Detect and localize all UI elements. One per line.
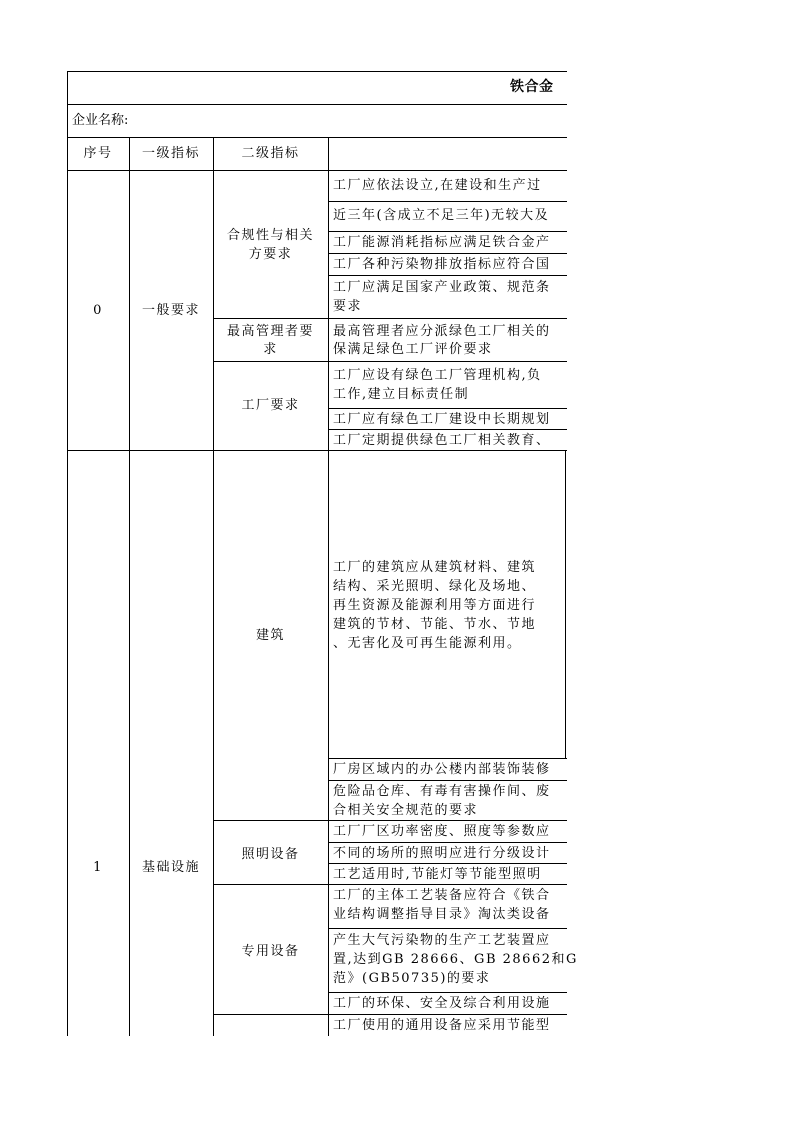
requirement-text: 、无害化及可再生能源利用。 bbox=[333, 636, 522, 651]
requirement-text: 近三年(含成立不足三年)无较大及 bbox=[333, 208, 550, 223]
requirement-text: 合相关安全规范的要求 bbox=[333, 803, 479, 818]
item-divider bbox=[328, 201, 567, 202]
requirement-text: 置,达到GB 28666、GB 28662和G bbox=[333, 952, 578, 967]
item-divider bbox=[328, 408, 567, 409]
group-divider bbox=[213, 820, 567, 821]
row-divider bbox=[67, 170, 567, 171]
table-border bbox=[67, 71, 68, 1036]
column-divider bbox=[129, 137, 130, 1036]
requirement-text: 危险品仓库、有毒有害操作间、废 bbox=[333, 784, 551, 799]
item-divider bbox=[328, 842, 567, 843]
requirement-text: 建筑的节材、节能、节水、节地 bbox=[333, 617, 537, 632]
requirement-text: 不同的场所的照明应进行分级设计 bbox=[333, 846, 551, 861]
row-divider bbox=[67, 137, 567, 138]
requirement-text: 工作,建立目标责任制 bbox=[333, 387, 470, 402]
requirement-text: 保满足绿色工厂评价要求 bbox=[333, 342, 493, 357]
item-divider bbox=[328, 928, 567, 929]
requirement-text: 工厂使用的通用设备应采用节能型 bbox=[333, 1018, 551, 1033]
column-divider bbox=[328, 137, 329, 1036]
section-no: 0 bbox=[93, 303, 103, 318]
section-level1: 基础设施 bbox=[141, 860, 200, 875]
requirement-text: 结构、采光照明、绿化及场地、 bbox=[333, 579, 537, 594]
section-no: 1 bbox=[93, 860, 103, 875]
page-title: 铁合金 bbox=[510, 79, 554, 95]
item-divider bbox=[328, 992, 567, 993]
requirement-text: 工厂应满足国家产业政策、规范条 bbox=[333, 280, 551, 295]
item-divider bbox=[328, 863, 567, 864]
requirement-text: 工厂应依法设立,在建设和生产过 bbox=[333, 178, 542, 193]
level2-label: 工厂要求 bbox=[241, 398, 300, 413]
requirement-text: 工厂应有绿色工厂建设中长期规划 bbox=[333, 412, 551, 427]
requirement-text: 工厂定期提供绿色工厂相关教育、 bbox=[333, 433, 551, 448]
requirement-text: 工厂应设有绿色工厂管理机构,负 bbox=[333, 368, 542, 383]
requirement-text: 范》(GB50735)的要求 bbox=[333, 971, 491, 986]
table-border bbox=[67, 71, 567, 72]
requirement-text: 产生大气污染物的生产工艺装置应 bbox=[333, 933, 551, 948]
group-divider bbox=[213, 884, 567, 885]
requirement-text: 工厂能源消耗指标应满足铁合金产 bbox=[333, 235, 551, 250]
requirement-text: 工厂各种污染物排放指标应符合国 bbox=[333, 257, 551, 272]
column-divider bbox=[213, 137, 214, 1036]
company-name-label: 企业名称: bbox=[72, 113, 129, 128]
group-divider bbox=[213, 318, 567, 319]
header-level1: 一级指标 bbox=[141, 146, 200, 161]
requirement-text: 工艺适用时,节能灯等节能型照明 bbox=[333, 867, 542, 882]
header-level2: 二级指标 bbox=[241, 146, 300, 161]
level2-label: 专用设备 bbox=[241, 944, 300, 959]
requirement-text: 业结构调整指导目录》淘汰类设备 bbox=[333, 907, 551, 922]
row-divider bbox=[67, 104, 567, 105]
level2-label: 照明设备 bbox=[241, 847, 300, 862]
item-divider bbox=[328, 758, 567, 759]
requirement-text: 工厂的环保、安全及综合利用设施 bbox=[333, 996, 551, 1011]
level2-label: 合规性与相关 bbox=[226, 228, 314, 243]
column-divider bbox=[565, 450, 566, 758]
level2-label: 方要求 bbox=[248, 247, 293, 262]
group-divider bbox=[213, 1014, 567, 1015]
requirement-text: 工厂的主体工艺装备应符合《铁合 bbox=[333, 888, 551, 903]
level2-label: 求 bbox=[263, 342, 278, 357]
header-no: 序号 bbox=[83, 146, 113, 161]
requirement-text: 最高管理者应分派绿色工厂相关的 bbox=[333, 324, 551, 339]
requirement-text: 工厂厂区功率密度、照度等参数应 bbox=[333, 824, 551, 839]
item-divider bbox=[328, 429, 567, 430]
group-divider bbox=[213, 361, 567, 362]
section-divider bbox=[67, 450, 567, 451]
requirement-text: 再生资源及能源利用等方面进行 bbox=[333, 598, 537, 613]
requirement-text: 工厂的建筑应从建筑材料、建筑 bbox=[333, 560, 537, 575]
level2-label: 最高管理者要 bbox=[226, 324, 314, 339]
item-divider bbox=[328, 275, 567, 276]
requirement-text: 要求 bbox=[333, 299, 363, 314]
item-divider bbox=[328, 231, 567, 232]
item-divider bbox=[328, 780, 567, 781]
item-divider bbox=[328, 253, 567, 254]
requirement-text: 厂房区域内的办公楼内部装饰装修 bbox=[333, 762, 551, 777]
section-level1: 一般要求 bbox=[141, 303, 200, 318]
level2-label: 建筑 bbox=[255, 628, 285, 643]
